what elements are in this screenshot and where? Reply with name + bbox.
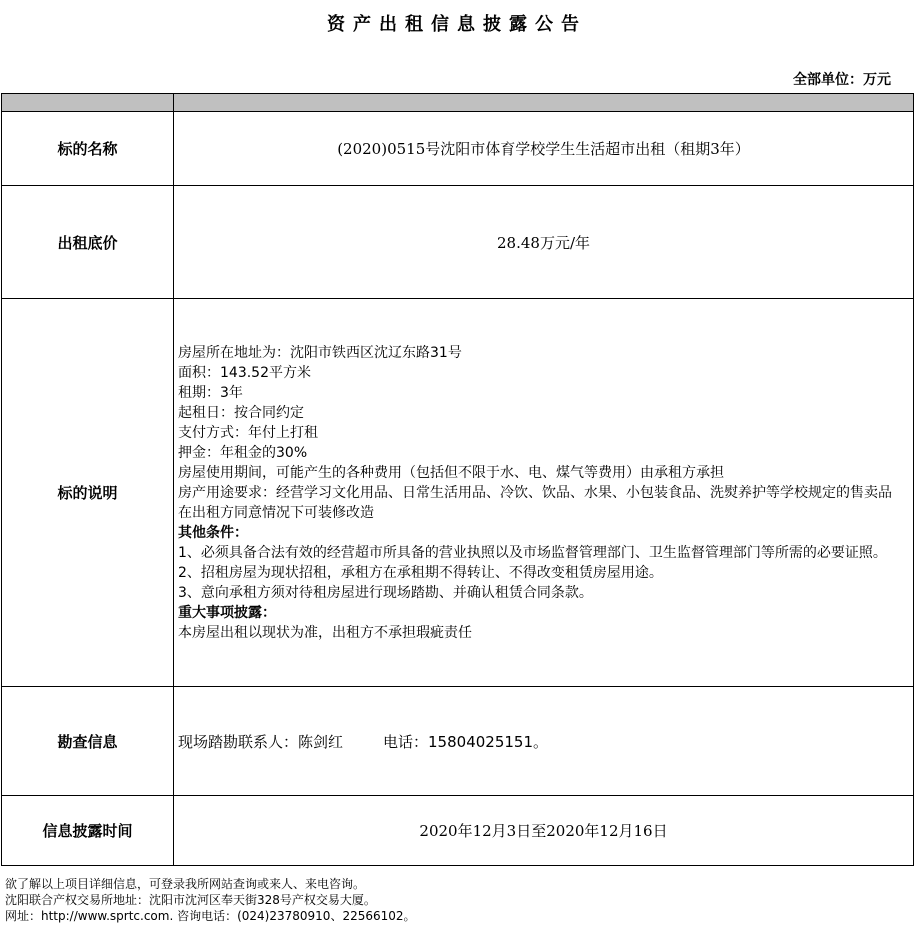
subject-name-value: (2020)0515号沈阳市体育学校学生生活超市出租（租期3年） bbox=[174, 112, 914, 186]
condition-item: 3、意向承租方须对待租房屋进行现场踏勘、并确认租赁合同条款。 bbox=[178, 584, 593, 601]
inspection-phone: 电话：15804025151。 bbox=[383, 732, 548, 751]
header-cell-left bbox=[2, 94, 174, 112]
major-disclosure-text: 本房屋出租以现状为准，出租方不承担瑕疵责任 bbox=[178, 624, 472, 641]
unit-note: 全部单位：万元 bbox=[793, 72, 891, 88]
description-line: 面积：143.52平方米 bbox=[178, 364, 311, 381]
other-conditions-heading: 其他条件： bbox=[178, 524, 248, 541]
price-value: 28.48万元/年 bbox=[174, 186, 914, 299]
row-label: 标的名称 bbox=[2, 112, 174, 186]
row-label: 信息披露时间 bbox=[2, 796, 174, 866]
condition-item: 1、必须具备合法有效的经营超市所具备的营业执照以及市场监督管理部门、卫生监督管理部门等所需的必要证照。 bbox=[178, 544, 887, 561]
description-line: 在出租方同意情况下可装修改造 bbox=[178, 504, 374, 521]
disclosure-time-value: 2020年12月3日至2020年12月16日 bbox=[174, 796, 914, 866]
row-disclosure-time bbox=[2, 796, 914, 866]
row-inspection bbox=[2, 687, 914, 796]
row-price bbox=[2, 186, 914, 299]
disclosure-table bbox=[1, 93, 914, 866]
description-line: 支付方式：年付上打租 bbox=[178, 424, 318, 441]
footer-notes bbox=[5, 876, 416, 924]
inspection-contact: 现场踏勘联系人：陈剑红 bbox=[178, 732, 344, 751]
row-label: 出租底价 bbox=[2, 186, 174, 299]
page-title: 资产出租信息披露公告 bbox=[327, 14, 587, 35]
description-line: 押金：年租金的30% bbox=[178, 444, 308, 461]
description-line: 租期：3年 bbox=[178, 384, 243, 401]
row-label: 标的说明 bbox=[2, 299, 174, 687]
row-name bbox=[2, 112, 914, 186]
condition-item: 2、招租房屋为现状招租，承租方在承租期不得转让、不得改变租赁房屋用途。 bbox=[178, 564, 663, 581]
major-disclosure-heading: 重大事项披露： bbox=[178, 604, 276, 621]
description-line: 房屋所在地址为：沈阳市铁西区沈辽东路31号 bbox=[178, 344, 462, 361]
description-line: 房产用途要求：经营学习文化用品、日常生活用品、冷饮、饮品、水果、小包装食品、洗熨养护等学校规定的售卖品 bbox=[178, 484, 892, 501]
footer-line: 网址：http://www.sprtc.com. 咨询电话：(024)23780910、22566102。 bbox=[5, 909, 416, 923]
description-line: 起租日：按合同约定 bbox=[178, 404, 304, 421]
table-header-row bbox=[2, 94, 914, 112]
row-description bbox=[2, 299, 914, 687]
header-cell-right bbox=[174, 94, 914, 112]
footer-line: 沈阳联合产权交易所地址：沈阳市沈河区奉天街328号产权交易大厦。 bbox=[5, 893, 376, 907]
footer-line: 欲了解以上项目详细信息，可登录我所网站查询或来人、来电咨询。 bbox=[5, 877, 366, 891]
row-label: 勘查信息 bbox=[2, 687, 174, 796]
description-line: 房屋使用期间，可能产生的各种费用（包括但不限于水、电、煤气等费用）由承租方承担 bbox=[178, 464, 724, 481]
description-body bbox=[174, 299, 914, 687]
inspection-info bbox=[174, 687, 914, 796]
